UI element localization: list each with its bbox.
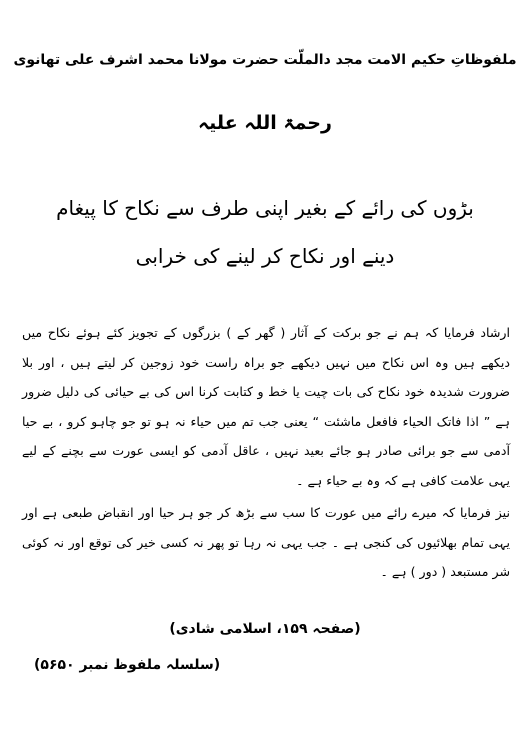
section-title-line-2: دینے اور نکاح کر لینے کی خرابی	[135, 244, 395, 268]
body-paragraph-2: نیز فرمایا کہ میرے رائے میں عورت کا سب سے بڑھ کر جو ہر حیا اور انقباض طبعی ہے اور یہی تمام بھلائیوں کی کنجی ہے ۔ جب یہی نہ رہا تو پھر نہ کسی خیر کی توقع اور نہ کوئی شر مستبعد ( دور ) ہے ۔	[22, 505, 510, 579]
document-header-honorific: رحمۃ اللہ علیہ	[198, 112, 332, 134]
document-header-title: ملفوظاتِ حکیم الامت مجد دالملّت حضرت مولانا محمد اشرف علی تھانوی	[13, 52, 517, 68]
section-title-line-1: بڑوں کی رائے کے بغیر اپنی طرف سے نکاح کا پیغام	[56, 196, 474, 220]
body-paragraph-1: ارشاد فرمایا کہ ہم نے جو برکت کے آثار ( گھر کے ) بزرگوں کے تجویز کئے ہوئے نکاح میں دیکھے ہیں وہ اس نکاح میں نہیں دیکھے جو براہ راست خود زوجین کر لیتے ہیں ، اور بلا ضرورت شدیدہ خود نکاح کی بات چیت یا خط و کتابت کرنا اس کی بے حیائی کی دلیل ضرور ہے ” اذا فاتک الحیاء فافعل ماشئت “ یعنی جب تم میں حیاء نہ ہو تو جو چاہو کرو ، بے حیا آدمی سے جو برائی صادر ہو جائے بعید نہیں ، عاقل آدمی کو ایسی عورت سے بچنے کے لیے یہی علامت کافی ہے کہ وہ بے حیاء ہے ۔	[22, 325, 510, 488]
series-reference: (سلسلہ ملفوظ نمبر ۵۶۵۰)	[34, 657, 221, 673]
page-reference: (صفحہ ۱۵۹، اسلامی شادی)	[169, 621, 361, 637]
